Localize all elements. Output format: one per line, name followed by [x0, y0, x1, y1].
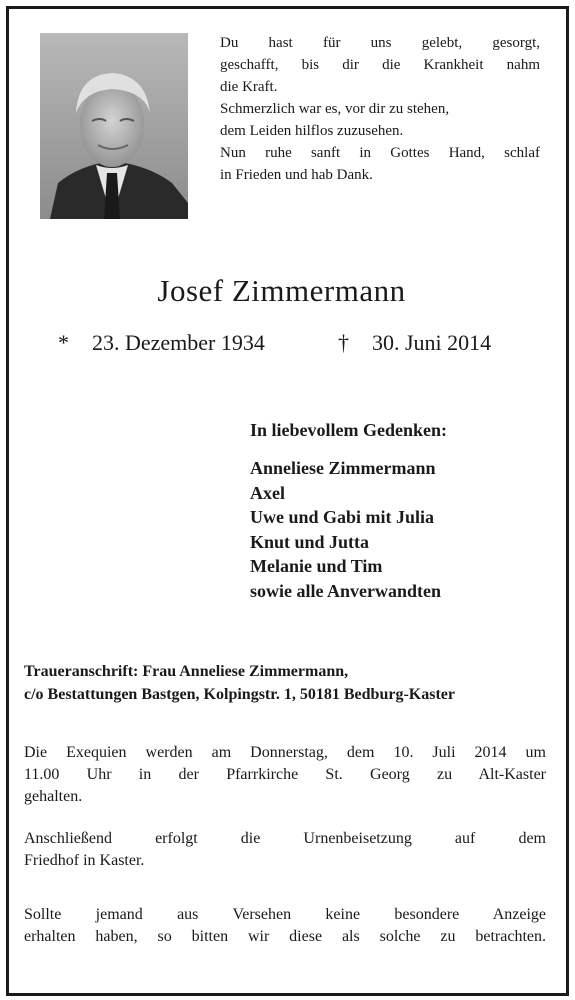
- mourner-name: Melanie und Tim: [250, 556, 383, 576]
- poem-line: Du hast für uns gelebt, gesorgt,: [220, 35, 540, 51]
- paragraph-line: Friedhof in Kaster.: [24, 852, 145, 869]
- paragraph-line: Anschließend erfolgt die Urnenbeisetzung auf dem: [24, 830, 546, 847]
- paragraph-line: gehalten.: [24, 788, 83, 805]
- poem-line: in Frieden und hab Dank.: [220, 167, 373, 183]
- deceased-name: Josef Zimmermann: [157, 273, 406, 308]
- death-cross-icon: †: [338, 330, 349, 355]
- mourner-list: [250, 456, 441, 603]
- birth-date: 23. Dezember 1934: [92, 330, 265, 355]
- mourner-name: Anneliese Zimmermann: [250, 458, 436, 478]
- mourner-name: sowie alle Anverwandten: [250, 580, 441, 601]
- mourning-address: [24, 660, 455, 706]
- death-date: 30. Juni 2014: [372, 330, 492, 355]
- paragraph-line: 11.00 Uhr in der Pfarrkirche St. Georg zu Alt-Kaster: [24, 766, 546, 783]
- mourner-name: Axel: [250, 482, 285, 503]
- notice-paragraph: [24, 904, 546, 948]
- poem: [220, 32, 540, 186]
- paragraph-line: erhalten haben, so bitten wir diese als solche zu betrachten.: [24, 928, 546, 945]
- funeral-service-paragraph: [24, 742, 546, 808]
- address-line: c/o Bestattungen Bastgen, Kolpingstr. 1, 50181 Bedburg-Kaster: [24, 686, 455, 703]
- address-line: Traueranschrift: Frau Anneliese Zimmermann,: [24, 663, 349, 680]
- poem-line: Schmerzlich war es, vor dir zu stehen,: [220, 101, 450, 117]
- poem-line: geschafft, bis dir die Krankheit nahm: [220, 57, 540, 73]
- poem-line: Nun ruhe sanft in Gottes Hand, schlaf: [220, 145, 540, 161]
- mourner-name: Knut und Jutta: [250, 531, 370, 552]
- memorial-heading: In liebevollem Gedenken:: [250, 420, 447, 440]
- portrait-photo: [40, 33, 188, 219]
- poem-line: die Kraft.: [220, 79, 278, 95]
- poem-line: dem Leiden hilflos zuzusehen.: [220, 123, 404, 139]
- paragraph-line: Die Exequien werden am Donnerstag, dem 10. Juli 2014 um: [24, 744, 546, 761]
- mourner-name: Uwe und Gabi mit Julia: [250, 507, 435, 527]
- paragraph-line: Sollte jemand aus Versehen keine besondere Anzeige: [24, 906, 546, 923]
- birth-symbol: *: [58, 330, 69, 355]
- portrait-image: [40, 33, 188, 219]
- burial-paragraph: [24, 828, 546, 872]
